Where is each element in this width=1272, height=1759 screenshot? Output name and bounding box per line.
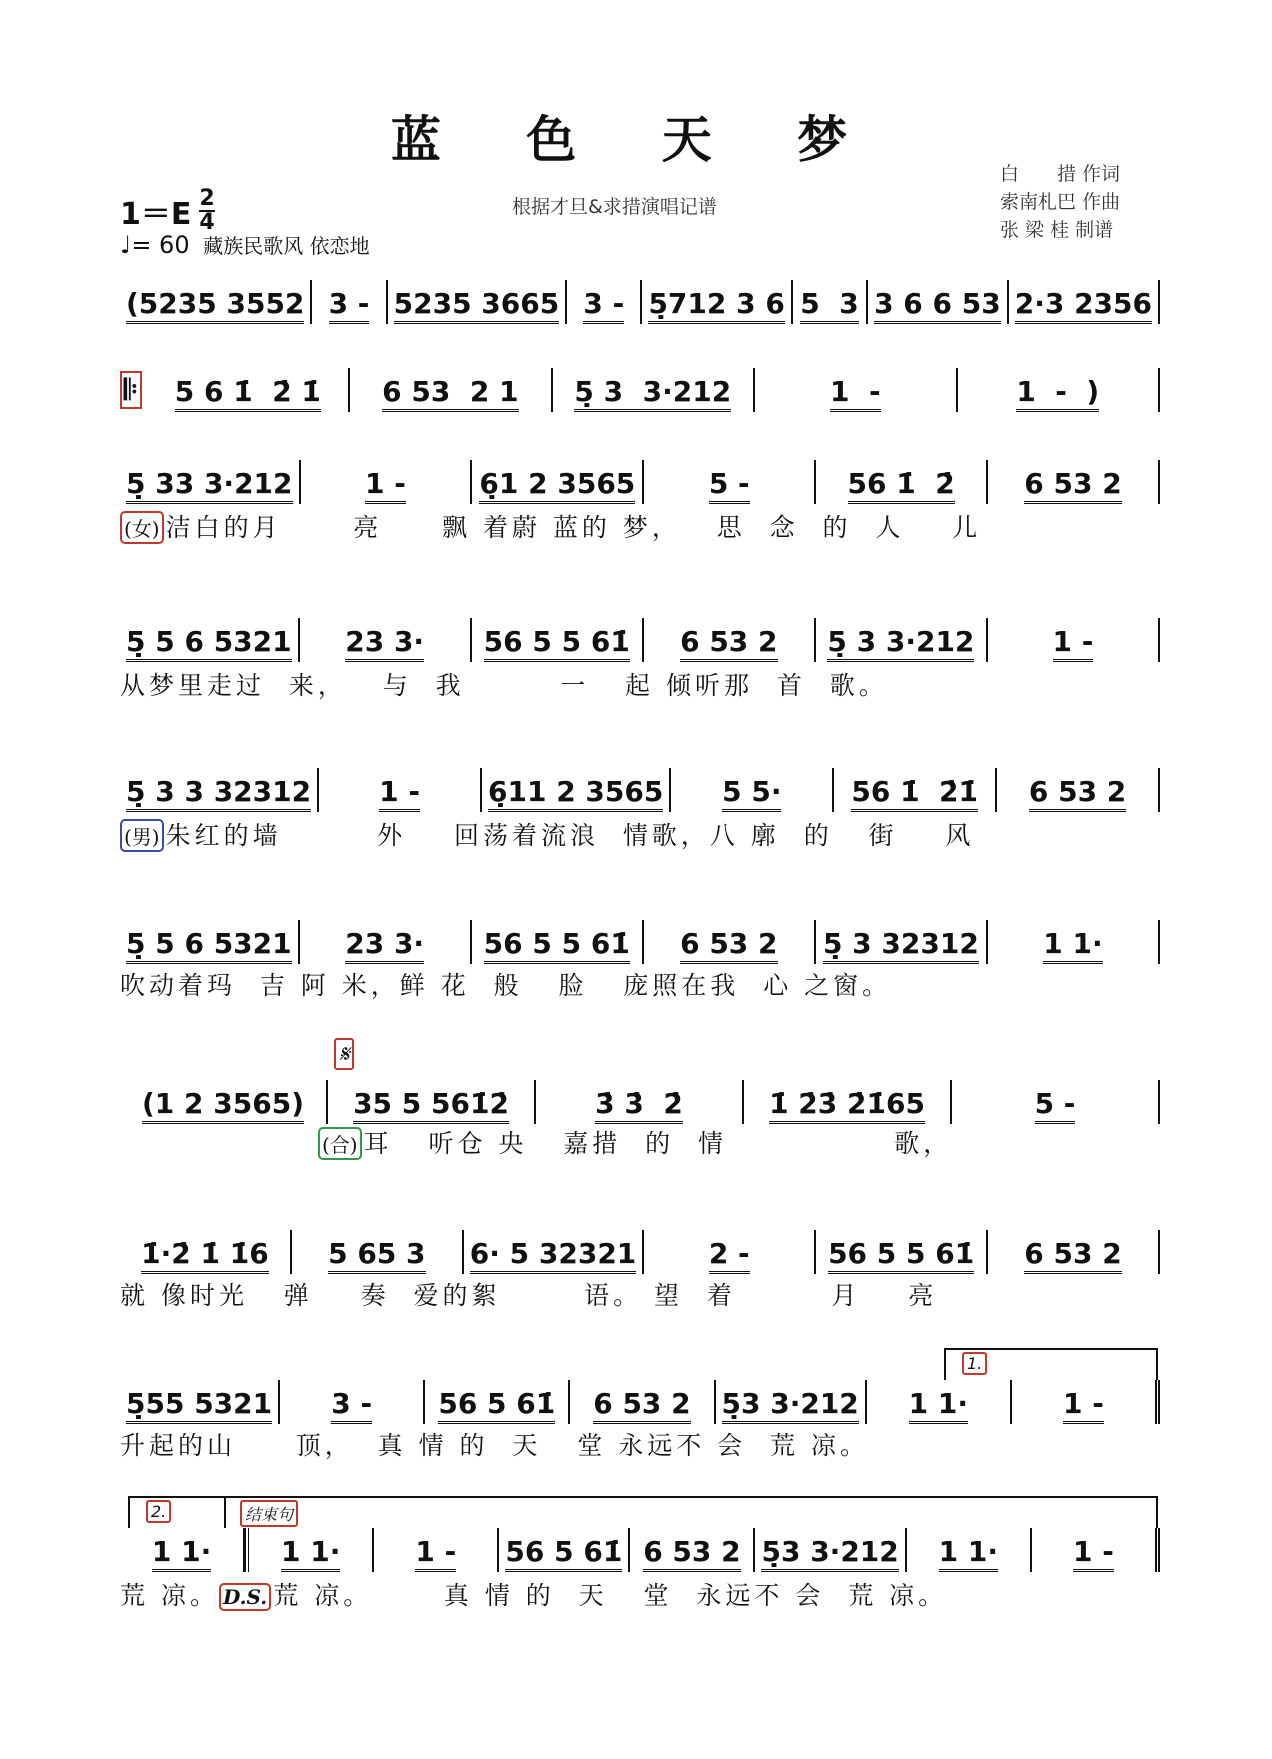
arranger: 张 梁 桂 制谱	[1000, 219, 1114, 241]
measure-notes: 1 1·	[909, 1387, 968, 1424]
measure	[1009, 280, 1160, 324]
measure-notes: 5 5·	[722, 775, 781, 812]
score-line-4	[120, 618, 1160, 662]
measure	[868, 280, 1009, 324]
score-line-2	[120, 368, 1160, 412]
measure-notes: 5̣3 3·212	[722, 1387, 859, 1424]
measure-notes: 6 53 2	[593, 1387, 690, 1424]
measure-notes: (5235 3552	[126, 287, 304, 324]
lyrics-line	[120, 1426, 1160, 1462]
measure-notes: 2 -	[709, 1237, 750, 1274]
measure-notes: 5 -	[1035, 1087, 1076, 1124]
measure-notes: 2·3 2356	[1015, 287, 1152, 324]
voice-part-tag: (合)	[318, 1127, 362, 1160]
measure	[997, 768, 1160, 812]
dal-segno-sign: D.S.	[219, 1583, 271, 1611]
measure-notes: 6̣11 2 3565	[488, 775, 663, 812]
score-line-7	[120, 1080, 1160, 1124]
lyrics-text: 荒 凉。 真 情 的 天 堂 永远不 会 荒 凉。	[273, 1581, 948, 1610]
tempo-marking	[120, 230, 370, 259]
measure-notes: 6 53 2	[643, 1535, 740, 1572]
lyrics-line	[120, 966, 1160, 1002]
measure-notes: 1̇·2̇ 1̇ 1̇6	[141, 1237, 269, 1274]
segno-sign: 𝄋	[334, 1038, 354, 1070]
measure	[630, 1528, 755, 1572]
score-line-10	[120, 1528, 1160, 1572]
measure	[120, 460, 301, 504]
measure	[536, 1080, 744, 1124]
measure-notes: 6 53 2	[1029, 775, 1126, 812]
measure-notes: 5̣55 5321	[126, 1387, 272, 1424]
measure	[300, 618, 472, 662]
measure-notes: 1 1·	[939, 1535, 998, 1572]
measure-notes: 6 53 2 1	[382, 375, 518, 412]
measure-notes: 5̣ 5 6 5321	[126, 927, 292, 964]
measure	[988, 460, 1160, 504]
tempo-value: ♩= 60	[120, 231, 190, 259]
measure	[120, 920, 300, 964]
measure-notes: 56 5 61̇	[438, 1387, 555, 1424]
score-line-3	[120, 460, 1160, 504]
measure	[120, 1380, 280, 1424]
measure-notes: 5̣ 3 32312	[823, 927, 979, 964]
measure-notes: 5̣ 33 3·212	[126, 467, 293, 504]
measure	[644, 1230, 816, 1274]
measure-notes: 5235 3665	[394, 287, 560, 324]
measure	[793, 280, 868, 324]
measure-notes: 56 5 61̇	[505, 1535, 622, 1572]
measure-notes: 6 53 2	[680, 927, 777, 964]
measure-notes: 6̣1 2 3565	[479, 467, 635, 504]
measure-notes: 1 1·	[1043, 927, 1102, 964]
style-label: 藏族民歌风 依恋地	[203, 234, 370, 258]
measure-notes: 5 3	[800, 287, 858, 324]
measure	[816, 1230, 988, 1274]
measure-notes: 1 -	[365, 467, 406, 504]
measure	[1032, 1528, 1160, 1572]
measure	[148, 368, 350, 412]
measure	[1012, 1380, 1160, 1424]
measure	[755, 1528, 906, 1572]
measure-notes: 23 3·	[345, 625, 424, 662]
score-line-9	[120, 1380, 1160, 1424]
key-label: 1＝E	[120, 197, 192, 232]
measure-notes: 6 53 2	[680, 625, 777, 662]
measure	[644, 460, 816, 504]
measure-notes: 5̣ 3 3 32312	[126, 775, 311, 812]
measure	[388, 280, 568, 324]
lyrics-line	[318, 1124, 1272, 1160]
lyrics-line	[120, 1576, 1160, 1612]
measure	[834, 768, 997, 812]
lyrics-text: 升起的山 顶， 真 情 的 天 堂 永远不 会 荒 凉。	[120, 1431, 869, 1460]
lyrics-text: 耳 听仓 央 嘉措 的 情 歌，	[363, 1129, 953, 1158]
lyrics-text: 从梦里走过 来， 与 我 一 起 倾听那 首 歌。	[120, 671, 888, 700]
measure-notes: 1 -	[830, 375, 881, 412]
measure	[816, 618, 988, 662]
lyrics-line	[120, 666, 1160, 702]
lyrics-text: 就 像时光 弹 奏 爱的絮 语。 望 着 月 亮	[120, 1281, 938, 1310]
measure	[300, 920, 472, 964]
measure	[120, 280, 312, 324]
measure	[816, 460, 988, 504]
measure-notes: 5̣ 3 3·212	[827, 625, 974, 662]
composer: 索南札巴 作曲	[1000, 191, 1121, 213]
measure-notes: 56 5 5 61̇	[484, 625, 630, 662]
measure	[988, 1230, 1160, 1274]
measure	[867, 1380, 1012, 1424]
measure	[671, 768, 834, 812]
measure-notes: 3 -	[583, 287, 624, 324]
measure-notes: 5 65 3	[328, 1237, 425, 1274]
measure	[755, 368, 957, 412]
measure	[907, 1528, 1032, 1572]
measure	[570, 1380, 715, 1424]
measure	[280, 1380, 425, 1424]
lyrics-text: 洁白的月 亮 飘 着蔚 蓝的 梦， 思 念 的 人 儿	[165, 513, 982, 542]
measure-notes: 1 1·	[152, 1535, 211, 1572]
measure-notes: 5 6 1̇ 2̇ 1̇	[175, 375, 321, 412]
measure	[716, 1380, 867, 1424]
measure	[499, 1528, 630, 1572]
lyrics-line	[120, 508, 1160, 544]
repeat-start-sign: 𝄆	[120, 371, 142, 409]
measure-notes: 6· 5 32321	[470, 1237, 637, 1274]
measure-notes: 1 -	[1073, 1535, 1114, 1572]
voice-part-tag: (男)	[120, 819, 164, 852]
measure-notes: 1 -	[415, 1535, 456, 1572]
volta-bracket	[944, 1348, 1158, 1380]
measure	[350, 368, 552, 412]
score-line-5	[120, 768, 1160, 812]
measure-notes: 56 5 5 61̇	[828, 1237, 974, 1274]
measure	[319, 768, 482, 812]
measure-notes: 1 -	[1053, 625, 1094, 662]
measure	[567, 280, 642, 324]
measure	[644, 920, 816, 964]
ending-label: 结束句	[240, 1500, 298, 1527]
measure-notes: 56 1̇ 2̇	[848, 467, 955, 504]
credits	[1000, 160, 1120, 244]
measure-notes: 1 -	[1063, 1387, 1104, 1424]
measure	[952, 1080, 1160, 1124]
measure	[744, 1080, 952, 1124]
measure-notes: 6 53 2	[1024, 1237, 1121, 1274]
measure-notes: 5̣3 3·212	[761, 1535, 898, 1572]
measure-notes: 3̇ 3̇ 2̇	[595, 1087, 683, 1124]
measure	[292, 1230, 464, 1274]
measure	[120, 618, 300, 662]
measure	[120, 768, 319, 812]
volta-number: 2.	[146, 1500, 171, 1523]
measure	[245, 1528, 374, 1572]
measure-notes: 6 53 2	[1024, 467, 1121, 504]
measure-notes: 35 5 561̇2̇	[353, 1087, 509, 1124]
measure	[644, 618, 816, 662]
score-line-1	[120, 280, 1160, 324]
score-line-8	[120, 1230, 1160, 1274]
lyrics-line	[120, 816, 1160, 852]
measure	[958, 368, 1160, 412]
volta-bracket	[128, 1496, 226, 1528]
time-top: 2	[199, 186, 215, 211]
measure	[301, 460, 473, 504]
measure	[328, 1080, 536, 1124]
measure	[553, 368, 755, 412]
measure-notes: 3 -	[331, 1387, 372, 1424]
measure-notes: 1̇ 2̇3̇ 2̇1̇65	[769, 1087, 925, 1124]
measure-notes: (1 2 3565)	[142, 1087, 304, 1124]
key-signature	[120, 188, 215, 234]
lyrics-line	[120, 1276, 1160, 1312]
measure-notes: 5̣ 5 6 5321	[126, 625, 292, 662]
measure	[472, 618, 644, 662]
score-line-6	[120, 920, 1160, 964]
time-bottom: 4	[199, 210, 215, 235]
volta-number: 1.	[962, 1352, 987, 1375]
measure-notes: 3 6 6 53	[874, 287, 1001, 324]
voice-part-tag: (女)	[120, 511, 164, 544]
lyricist: 白 措 作词	[1000, 163, 1121, 185]
measure-notes: 1 -	[379, 775, 420, 812]
measure	[120, 1528, 245, 1572]
measure	[816, 920, 988, 964]
source-note: 根据才旦&求措演唱记谱	[512, 196, 717, 218]
measure	[472, 920, 644, 964]
measure-notes: 1 - )	[1016, 375, 1099, 412]
measure	[120, 1080, 328, 1124]
measure-notes: 3 -	[329, 287, 370, 324]
song-title: 蓝 色 天 梦	[390, 110, 882, 169]
lyrics-text: 荒 凉。	[120, 1581, 219, 1610]
lyrics-text: 朱红的墙 外 回荡着流浪 情歌，八 廓 的 街 风	[165, 821, 975, 850]
measure-notes: 23 3·	[345, 927, 424, 964]
measure	[482, 768, 671, 812]
measure-notes: 5̣ 3 3·212	[574, 375, 731, 412]
ending-bracket	[224, 1496, 1158, 1528]
measure	[642, 280, 792, 324]
measure	[120, 1230, 292, 1274]
measure	[425, 1380, 570, 1424]
lyrics-text: 吹动着玛 吉 阿 米，鲜 花 般 脸 庞照在我 心 之窗。	[120, 971, 892, 1000]
measure	[312, 280, 387, 324]
measure	[472, 460, 644, 504]
measure-notes: 56 5 5 61̇	[484, 927, 630, 964]
measure-notes: 1 1·	[281, 1535, 340, 1572]
measure	[988, 920, 1160, 964]
measure-notes: 5 -	[709, 467, 750, 504]
measure	[988, 618, 1160, 662]
measure-notes: 5̣712 3 6	[648, 287, 784, 324]
time-signature	[199, 188, 214, 234]
measure	[374, 1528, 499, 1572]
measure-notes: 56 1̇ 2̇1̇	[851, 775, 978, 812]
measure	[464, 1230, 645, 1274]
